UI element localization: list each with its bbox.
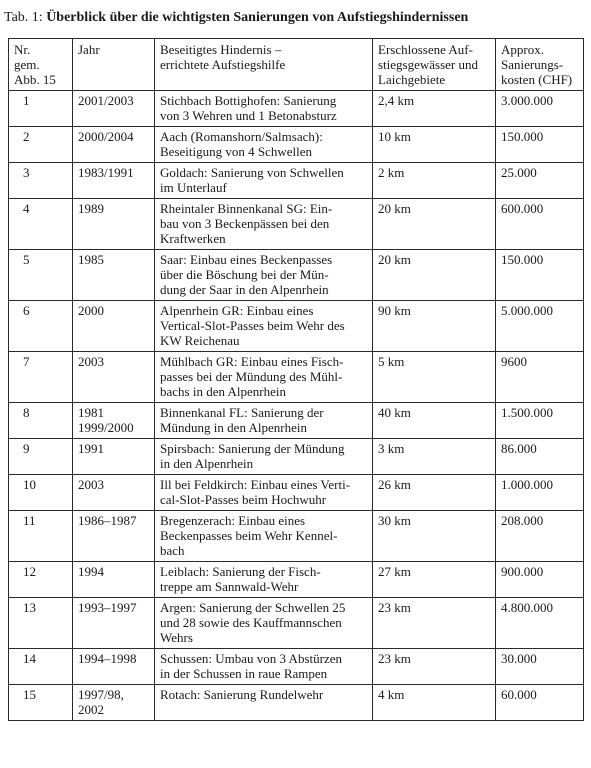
cell-nr: 9	[9, 439, 73, 475]
cell-obstacle: Schussen: Umbau von 3 Abstürzen in der Schussen in raue Rampen	[155, 649, 373, 685]
table-row	[9, 649, 584, 685]
table-caption	[4, 10, 468, 26]
cell-waters: 10 km	[373, 127, 496, 163]
cell-obstacle: Argen: Sanierung der Schwellen 25 und 28 sowie des Kauffmannschen Wehrs	[155, 598, 373, 649]
cell-waters: 40 km	[373, 403, 496, 439]
cell-nr: 7	[9, 352, 73, 403]
cell-cost: 150.000	[496, 250, 584, 301]
table-row	[9, 439, 584, 475]
cell-waters: 23 km	[373, 649, 496, 685]
cell-obstacle: Leiblach: Sanierung der Fisch- treppe am Sannwald-Wehr	[155, 562, 373, 598]
cell-cost: 30.000	[496, 649, 584, 685]
cell-nr: 8	[9, 403, 73, 439]
cell-year: 1991	[73, 439, 155, 475]
cell-cost: 9600	[496, 352, 584, 403]
cell-nr: 14	[9, 649, 73, 685]
cell-cost: 5.000.000	[496, 301, 584, 352]
table-row	[9, 301, 584, 352]
table-row	[9, 598, 584, 649]
cell-obstacle: Rotach: Sanierung Rundelwehr	[155, 685, 373, 721]
cell-nr: 6	[9, 301, 73, 352]
cell-waters: 20 km	[373, 199, 496, 250]
cell-obstacle: Spirsbach: Sanierung der Mündung in den Alpenrhein	[155, 439, 373, 475]
cell-waters: 2 km	[373, 163, 496, 199]
cell-year: 1994–1998	[73, 649, 155, 685]
cell-cost: 25.000	[496, 163, 584, 199]
cell-year: 1993–1997	[73, 598, 155, 649]
cell-waters: 2,4 km	[373, 91, 496, 127]
table-row	[9, 403, 584, 439]
cell-cost: 1.000.000	[496, 475, 584, 511]
cell-cost: 4.800.000	[496, 598, 584, 649]
cell-cost: 208.000	[496, 511, 584, 562]
cell-obstacle: Ill bei Feldkirch: Einbau eines Verti- cal-Slot-Passes beim Hochwuhr	[155, 475, 373, 511]
cell-year: 2003	[73, 352, 155, 403]
cell-year: 2003	[73, 475, 155, 511]
cell-waters: 4 km	[373, 685, 496, 721]
table-body	[9, 91, 584, 721]
header-waters: Erschlossene Auf- stiegsgewässer und Laichgebiete	[373, 39, 496, 91]
cell-waters: 27 km	[373, 562, 496, 598]
cell-obstacle: Alpenrhein GR: Einbau eines Vertical-Slot-Passes beim Wehr des KW Reichenau	[155, 301, 373, 352]
cell-nr: 12	[9, 562, 73, 598]
cell-waters: 5 km	[373, 352, 496, 403]
cell-cost: 86.000	[496, 439, 584, 475]
cell-nr: 5	[9, 250, 73, 301]
cell-waters: 3 km	[373, 439, 496, 475]
cell-cost: 60.000	[496, 685, 584, 721]
caption-title: Überblick über die wichtigsten Sanierungen von Aufstiegshindernissen	[46, 10, 469, 25]
cell-year: 2001/2003	[73, 91, 155, 127]
header-year: Jahr	[73, 39, 155, 91]
cell-year: 1983/1991	[73, 163, 155, 199]
table-row	[9, 562, 584, 598]
table-row	[9, 352, 584, 403]
cell-cost: 600.000	[496, 199, 584, 250]
cell-obstacle: Goldach: Sanierung von Schwellen im Unterlauf	[155, 163, 373, 199]
cell-obstacle: Binnenkanal FL: Sanierung der Mündung in den Alpenrhein	[155, 403, 373, 439]
cell-nr: 3	[9, 163, 73, 199]
header-nr: Nr. gem. Abb. 15	[9, 39, 73, 91]
cell-year: 1986–1987	[73, 511, 155, 562]
cell-waters: 30 km	[373, 511, 496, 562]
cell-obstacle: Bregenzerach: Einbau eines Beckenpasses beim Wehr Kennel- bach	[155, 511, 373, 562]
table-row	[9, 475, 584, 511]
header-obstacle: Beseitigtes Hindernis – errichtete Aufstiegshilfe	[155, 39, 373, 91]
cell-obstacle: Saar: Einbau eines Beckenpasses über die Böschung bei der Mün- dung der Saar in den Alpenrhein	[155, 250, 373, 301]
cell-waters: 26 km	[373, 475, 496, 511]
cell-nr: 2	[9, 127, 73, 163]
table-row	[9, 685, 584, 721]
cell-cost: 1.500.000	[496, 403, 584, 439]
cell-waters: 90 km	[373, 301, 496, 352]
header-cost: Approx. Sanierungs- kosten (CHF)	[496, 39, 584, 91]
table-row	[9, 250, 584, 301]
cell-obstacle: Aach (Romanshorn/Salmsach): Beseitigung von 4 Schwellen	[155, 127, 373, 163]
cell-year: 2000	[73, 301, 155, 352]
cell-nr: 10	[9, 475, 73, 511]
cell-waters: 23 km	[373, 598, 496, 649]
cell-nr: 11	[9, 511, 73, 562]
table-row	[9, 127, 584, 163]
table-row	[9, 511, 584, 562]
table-row	[9, 199, 584, 250]
cell-year: 1994	[73, 562, 155, 598]
cell-obstacle: Stichbach Bottighofen: Sanierung von 3 Wehren und 1 Betonabsturz	[155, 91, 373, 127]
header-row	[9, 39, 584, 91]
cell-waters: 20 km	[373, 250, 496, 301]
cell-cost: 900.000	[496, 562, 584, 598]
cell-nr: 1	[9, 91, 73, 127]
cell-year: 1989	[73, 199, 155, 250]
cell-nr: 4	[9, 199, 73, 250]
caption-label: Tab. 1:	[4, 10, 47, 25]
cell-cost: 3.000.000	[496, 91, 584, 127]
cell-year: 2000/2004	[73, 127, 155, 163]
renovation-table	[8, 38, 584, 721]
cell-nr: 13	[9, 598, 73, 649]
cell-obstacle: Mühlbach GR: Einbau eines Fisch- passes bei der Mündung des Mühl- bachs in den Alpenrhein	[155, 352, 373, 403]
cell-year: 1981 1999/2000	[73, 403, 155, 439]
cell-year: 1985	[73, 250, 155, 301]
cell-obstacle: Rheintaler Binnenkanal SG: Ein- bau von 3 Beckenpässen bei den Kraftwerken	[155, 199, 373, 250]
cell-year: 1997/98, 2002	[73, 685, 155, 721]
table-row	[9, 163, 584, 199]
cell-cost: 150.000	[496, 127, 584, 163]
cell-nr: 15	[9, 685, 73, 721]
table-row	[9, 91, 584, 127]
